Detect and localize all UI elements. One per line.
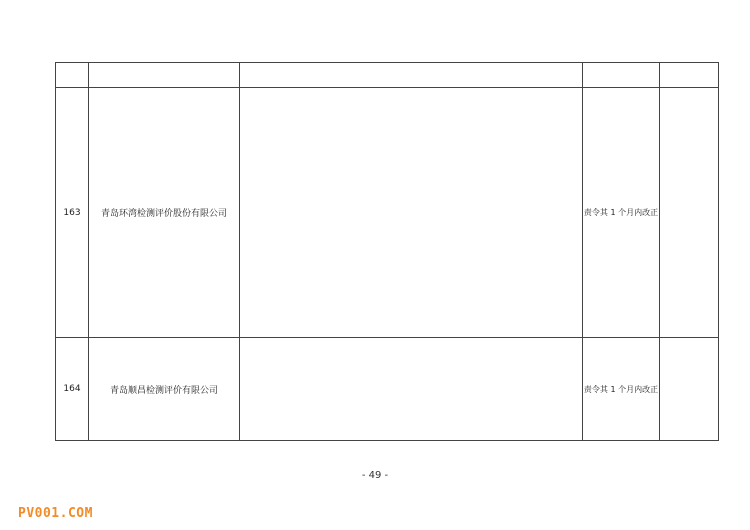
organization-name: 青岛环湾检测评价股份有限公司 xyxy=(89,88,240,338)
row-number: 163 xyxy=(56,88,89,338)
table-row xyxy=(56,88,719,338)
violation-table xyxy=(55,62,719,441)
page-number: - 49 - xyxy=(361,470,389,481)
organization-name: 青岛顺昌检测评价有限公司 xyxy=(89,338,240,441)
issue-description xyxy=(240,88,583,338)
penalty-result: 责令其 1 个月内改正 xyxy=(583,88,660,338)
row-number: 164 xyxy=(56,338,89,441)
issue-description xyxy=(240,338,583,441)
table-row xyxy=(56,63,719,88)
site-watermark: PV001.COM xyxy=(18,506,93,521)
table-row xyxy=(56,338,719,441)
remarks-cell xyxy=(660,338,719,441)
remarks-cell xyxy=(660,88,719,338)
penalty-result: 责令其 1 个月内改正 xyxy=(583,338,660,441)
